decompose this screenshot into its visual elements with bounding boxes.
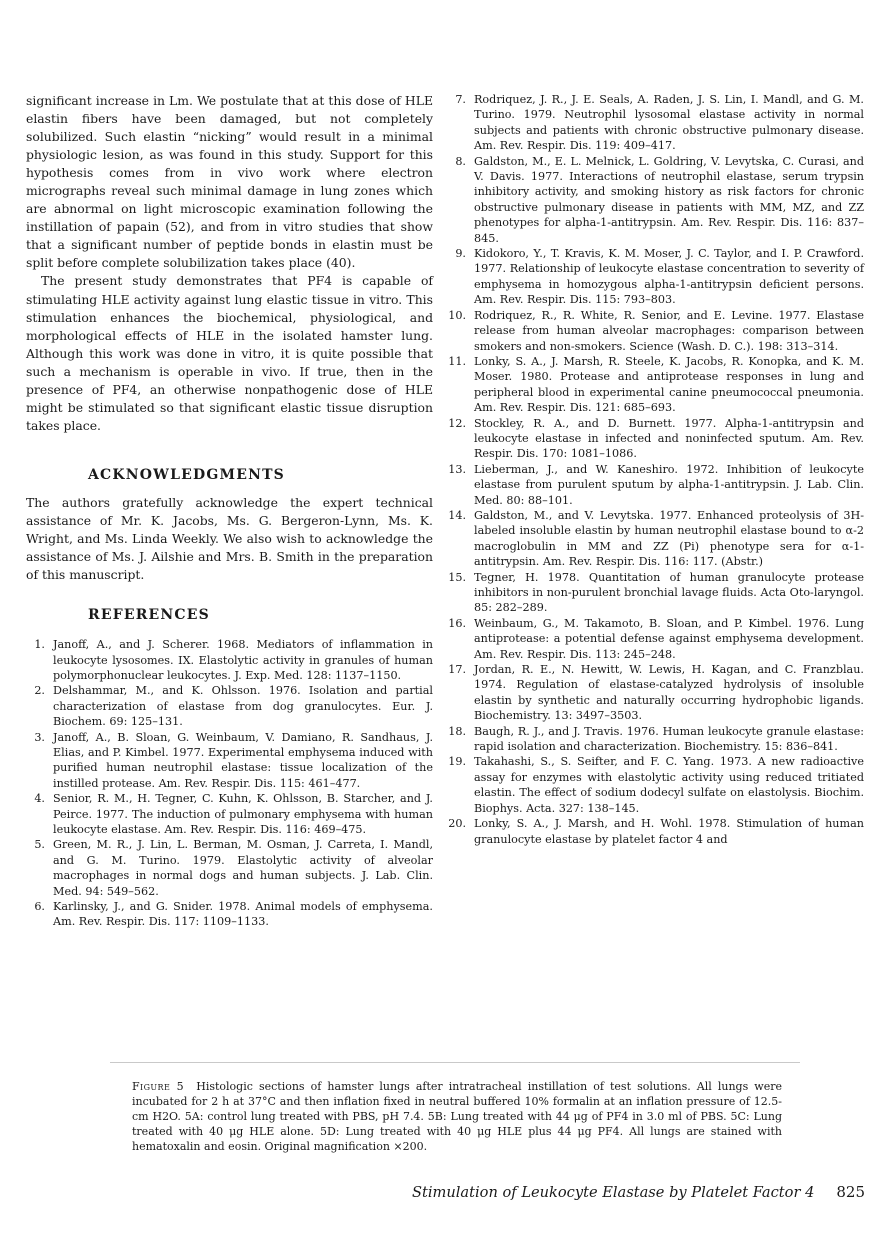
references-heading: REFERENCES [88,607,210,624]
acknowledgments-text: The authors gratefully acknowledge the expert technical assistance of Mr. K. Jacobs, Ms. G. Bergeron-Lynn, Ms. K. Wright, and Ms. Linda Weekly. We also wish to acknowledge the assistance of Ms. J. Ailshie and Mrs. B. Smith in the preparation of this manuscript. [26,494,433,583]
reference-list-right [447,92,864,847]
left-column [26,92,433,930]
reference-item: 19. Takahashi, S., S. Seifter, and F. C. Yang. 1973. A new radioactive assay for enzymes with elastolytic activity using reduced tritiated elastin. The effect of sodium dodecyl sulfate on elastolysis. Biochim. Biophys. Acta. 327: 138–145. [448,755,864,815]
reference-list-left [26,637,433,930]
right-column [447,92,864,847]
reference-item: 13. Lieberman, J., and W. Kaneshiro. 1972. Inhibition of leukocyte elastase from purulent sputum by alpha-1-antitrypsin. J. Lab. Clin. Med. 80: 88–101. [448,462,864,507]
reference-item: 5. Green, M. R., J. Lin, L. Berman, M. Osman, J. Carreta, I. Mandl, and G. M. Turino. 1979. Elastolytic activity of alveolar macrophages in normal dogs and human subjects. J. Lab. Clin. Med. 94: 549–562. [34,838,433,898]
caption-divider [110,1062,800,1063]
reference-item: 14. Galdston, M., and V. Levytska. 1977. Enhanced proteolysis of 3H-labeled insoluble elastin by human neutrophil elastase bound to α-2 macroglobulin in MM and ZZ (Pi) phenotype sera for α-1-antitrypsin. Am. Rev. Respir. Dis. 116: 117. (Abstr.) [448,508,864,569]
summary-paragraph: The present study demonstrates that PF4 is capable of stimulating HLE activity against lung elastic tissue in vitro. This stimulation enhances the biochemical, physiological, and morphological effects of HLE in the isolated hamster lung. Although this work was done in vitro, it is quite possible that such a mechanism is operable in vivo. If true, then in the presence of PF4, an otherwise nonpathogenic dose of HLE might be stimulated so that significant elastic tissue disruption takes place. [26,273,433,433]
reference-item: 11. Lonky, S. A., J. Marsh, R. Steele, K. Jacobs, R. Konopka, and K. M. Moser. 1980. Protease and antiprotease responses in lung and peripheral blood in experimental canine pneumococcal pneumonia. Am. Rev. Respir. Dis. 121: 685–693. [448,354,864,415]
reference-item: 9. Kidokoro, Y., T. Kravis, K. M. Moser, J. C. Taylor, and I. P. Crawford. 1977. Relationship of leukocyte elastase concentration to severity of emphysema in homozygous alpha-1-antitrypsin deficient persons. Am. Rev. Respir. Dis. 115: 793–803. [455,247,864,307]
acknowledgments-heading: ACKNOWLEDGMENTS [88,466,285,483]
reference-item: 20. Lonky, S. A., J. Marsh, and H. Wohl. 1978. Stimulation of human granulocyte elastase by platelet factor 4 and [448,817,864,846]
running-title: Stimulation of Leukocyte Elastase by Platelet Factor 4 [412,1184,815,1201]
reference-item: 1. Janoff, A., and J. Scherer. 1968. Mediators of inflammation in leukocyte lysosomes. IX. Elastolytic activity in granules of human polymorphonuclear leukocytes. J. Exp. Med. 128: 1137–1150. [34,638,433,682]
page-footer [300,1183,865,1201]
figure-caption [132,1079,782,1154]
reference-item: 6. Karlinsky, J., and G. Snider. 1978. Animal models of emphysema. Am. Rev. Respir. Dis. 117: 1109–1133. [34,900,433,929]
intro-paragraph: significant increase in Lm. We postulate that at this dose of HLE elastin fibers have been damaged, but not completely solubilized. Such elastin “nicking” would result in a minimal physiologic lesion, as was found in this study. Support for this hypothesis comes from in vivo work where electron micrographs reveal such minimal damage in lung zones which are abnormal on light microscopic examination following the instillation of papain (52), and from in vitro studies that show that a significant number of peptide bonds in elastin must be split before complete solubilization takes place (40). [26,93,433,271]
figure-label: Figure 5 [132,1080,185,1093]
reference-item: 12. Stockley, R. A., and D. Burnett. 1977. Alpha-1-antitrypsin and leukocyte elastase in infected and noninfected sputum. Am. Rev. Respir. Dis. 170: 1081–1086. [448,416,864,461]
reference-item: 18. Baugh, R. J., and J. Travis. 1976. Human leukocyte granule elastase: rapid isolation and characterization. Biochemistry. 15: 836–841. [448,724,864,754]
reference-item: 8. Galdston, M., E. L. Melnick, L. Goldring, V. Levytska, C. Curasi, and V. Davis. 1977. Interactions of neutrophil elastase, serum trypsin inhibitory activity, and smoking history as risk factors for chronic obstructive pulmonary disease in patients with MM, MZ, and ZZ phenotypes for alpha-1-antitrypsin. Am. Rev. Respir. Dis. 116: 837–845. [455,154,864,245]
reference-item: 17. Jordan, R. E., N. Hewitt, W. Lewis, H. Kagan, and C. Franzblau. 1974. Regulation of elastase-catalyzed hydrolysis of insoluble elastin by synthetic and naturally occurring hydrophobic ligands. Biochemistry. 13: 3497–3503. [448,663,864,723]
reference-item: 7. Rodriquez, J. R., J. E. Seals, A. Raden, J. S. Lin, I. Mandl, and G. M. Turino. 1979. Neutrophil lysosomal elastase activity in normal subjects and patients with chronic obstructive pulmonary disease. Am. Rev. Respir. Dis. 119: 409–417. [455,93,864,153]
reference-item: 3. Janoff, A., B. Sloan, G. Weinbaum, V. Damiano, R. Sandhaus, J. Elias, and P. Kimbel. 1977. Experimental emphysema induced with purified human neutrophil elastase: tissue localization of the instilled protease. Am. Rev. Respir. Dis. 115: 461–477. [34,730,433,790]
reference-item: 2. Delshammar, M., and K. Ohlsson. 1976. Isolation and partial characterization of elastase from dog granulocytes. Eur. J. Biochem. 69: 125–131. [34,684,433,729]
reference-item: 4. Senior, R. M., H. Tegner, C. Kuhn, K. Ohlsson, B. Starcher, and J. Peirce. 1977. The induction of pulmonary emphysema with human leukocyte elastase. Am. Rev. Respir. Dis. 116: 469–475. [34,792,433,836]
reference-item: 10. Rodriquez, R., R. White, R. Senior, and E. Levine. 1977. Elastase release from human alveolar macrophages: comparison between smokers and non-smokers. Science (Wash. D. C.). 198: 313–314. [448,308,864,353]
reference-item: 15. Tegner, H. 1978. Quantitation of human granulocyte protease inhibitors in non-purulent bronchial lavage fluids. Acta Oto-laryngol. 85: 282–289. [448,570,864,615]
page-number: 825 [836,1183,865,1201]
reference-item: 16. Weinbaum, G., M. Takamoto, B. Sloan, and P. Kimbel. 1976. Lung antiprotease: a potential defense against emphysema development. Am. Rev. Respir. Dis. 113: 245–248. [448,616,864,661]
figure-caption-text: Histologic sections of hamster lungs after intratracheal instillation of test solutions. All lungs were incubated for 2 h at 37°C and then inflation fixed in neutral buffered 10% formalin at an inflation pressure of 12.5-cm H2O. 5A: control lung treated with PBS, pH 7.4. 5B: Lung treated with 44 μg of PF4 in 3.0 ml of PBS. 5C: Lung treated with 40 μg HLE alone. 5D: Lung treated with 40 μg HLE plus 44 μg PF4. All lungs are stained with hematoxalin and eosin. Original magnification ×200. [132,1080,783,1154]
